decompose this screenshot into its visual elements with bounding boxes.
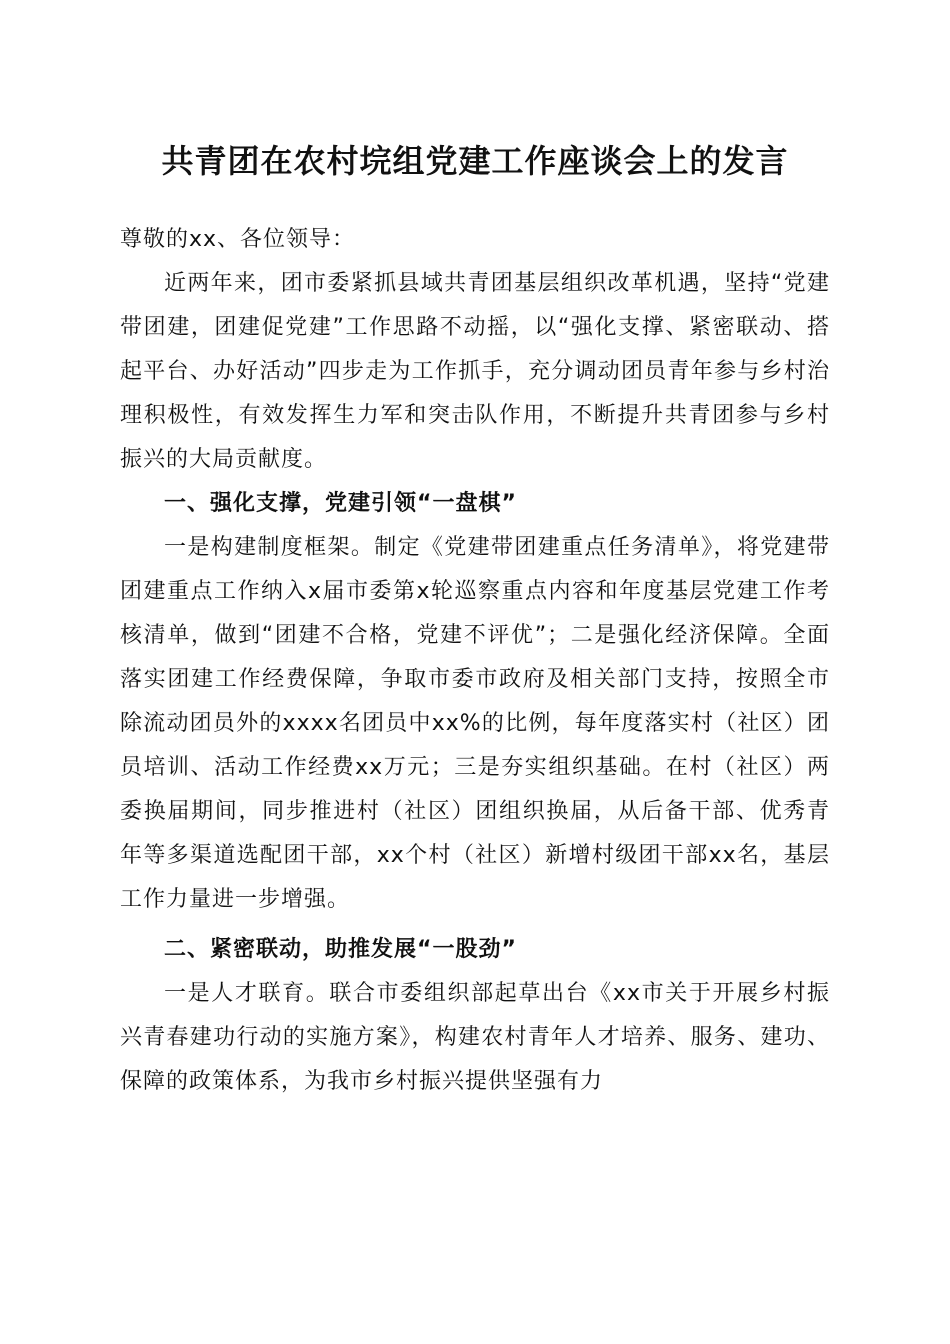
intro-paragraph: 近两年来，团市委紧抓县域共青团基层组织改革机遇，坚持“党建带团建，团建促党建”工作思路不动摇，以“强化支撑、紧密联动、搭起平台、办好活动”四步走为工作抓手，充分调动团员青年参与乡村治理积极性，有效发挥生力军和突击队作用，不断提升共青团参与乡村振兴的大局贡献度。 bbox=[120, 271, 830, 472]
section-2-heading: 二、紧密联动，助推发展“一股劲” bbox=[164, 937, 517, 962]
salutation: 尊敬的xx、各位领导： bbox=[120, 227, 356, 252]
section-1-body: 一是构建制度框架。制定《党建带团建重点任务清单》，将党建带团建重点工作纳入x届市委第x轮巡察重点内容和年度基层党建工作考核清单，做到“团建不合格，党建不评优”；二是强化经济保障。全面落实团建工作经费保障，争取市委市政府及相关部门支持，按照全市除流动团员外的xxxx名团员中xx%的比例，每年度落实村（社区）团员培训、活动工作经费xx万元；三是夯实组织基础。在村（社区）两委换届期间，同步推进村（社区）团组织换届，从后备干部、优秀青年等多渠道选配团干部，xx个村（社区）新增村级团干部xx名，基层工作力量进一步增强。 bbox=[120, 535, 830, 912]
document-title: 共青团在农村垸组党建工作座谈会上的发言 bbox=[161, 142, 789, 180]
section-1-heading: 一、强化支撑，党建引领“一盘棋” bbox=[164, 491, 517, 516]
section-2-body: 一是人才联育。联合市委组织部起草出台《xx市关于开展乡村振兴青春建功行动的实施方案》，构建农村青年人才培养、服务、建功、保障的政策体系，为我市乡村振兴提供坚强有力 bbox=[120, 981, 830, 1094]
